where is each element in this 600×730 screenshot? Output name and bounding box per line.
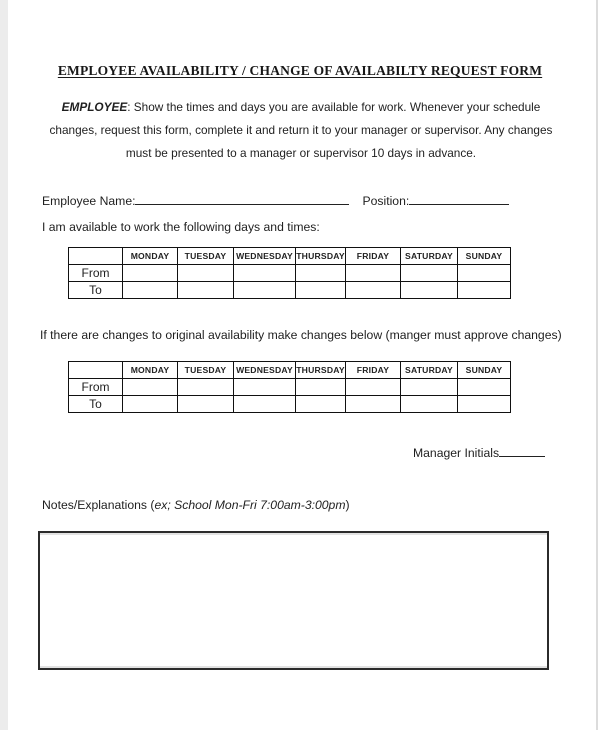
intro-paragraph: [44, 96, 558, 165]
notes-label-suffix: ): [345, 498, 350, 512]
availability-cell[interactable]: [458, 282, 511, 299]
change-cell[interactable]: [401, 396, 458, 413]
availability-cell[interactable]: [346, 282, 401, 299]
scan-edge-right: [596, 0, 598, 730]
availability-cell[interactable]: [178, 265, 234, 282]
change-cell[interactable]: [123, 379, 178, 396]
change-cell[interactable]: [234, 379, 296, 396]
manager-initials-label: Manager Initials: [413, 446, 500, 460]
change-cell[interactable]: [123, 396, 178, 413]
change-cell[interactable]: [346, 396, 401, 413]
employee-lead-word: EMPLOYEE: [61, 100, 128, 114]
table-header-row: [69, 362, 511, 379]
day-header-monday: MONDAY: [123, 362, 178, 379]
to-row-label: To: [69, 396, 123, 413]
change-cell[interactable]: [234, 396, 296, 413]
change-cell[interactable]: [178, 396, 234, 413]
day-header-thursday: THURSDAY: [296, 248, 346, 265]
scan-edge-left: [0, 0, 8, 730]
employee-name-label: Employee Name:: [42, 194, 136, 208]
day-header-sunday: SUNDAY: [458, 362, 511, 379]
availability-cell[interactable]: [401, 282, 458, 299]
table-row: [69, 379, 511, 396]
corner-cell: [69, 362, 123, 379]
manager-initials-input[interactable]: [499, 443, 545, 457]
day-header-friday: FRIDAY: [346, 362, 401, 379]
change-cell[interactable]: [178, 379, 234, 396]
change-cell[interactable]: [346, 379, 401, 396]
notes-label-prefix: Notes/Explanations (: [42, 498, 155, 512]
manager-initials-row: [413, 443, 545, 460]
day-header-saturday: SATURDAY: [401, 248, 458, 265]
corner-cell: [69, 248, 123, 265]
availability-table: [68, 247, 511, 299]
table-row: [69, 282, 511, 299]
day-header-saturday: SATURDAY: [401, 362, 458, 379]
notes-input-box[interactable]: [38, 531, 549, 670]
day-header-sunday: SUNDAY: [458, 248, 511, 265]
availability-cell[interactable]: [401, 265, 458, 282]
day-header-tuesday: TUESDAY: [178, 362, 234, 379]
employee-name-input[interactable]: [135, 191, 349, 205]
availability-cell[interactable]: [234, 282, 296, 299]
change-cell[interactable]: [296, 396, 346, 413]
notes-label: [42, 498, 350, 512]
change-cell[interactable]: [401, 379, 458, 396]
to-row-label: To: [69, 282, 123, 299]
change-cell[interactable]: [458, 379, 511, 396]
from-row-label: From: [69, 379, 123, 396]
availability-cell[interactable]: [123, 282, 178, 299]
form-title: EMPLOYEE AVAILABILITY / CHANGE OF AVAILABILTY REQUEST FORM: [57, 63, 543, 78]
change-cell[interactable]: [296, 379, 346, 396]
position-input[interactable]: [409, 191, 509, 205]
availability-cell[interactable]: [296, 282, 346, 299]
day-header-monday: MONDAY: [123, 248, 178, 265]
from-row-label: From: [69, 265, 123, 282]
day-header-wednesday: WEDNESDAY: [234, 362, 296, 379]
change-cell[interactable]: [458, 396, 511, 413]
intro-text: : Show the times and days you are available for work. Whenever your schedule changes, request this form, complete it and return it to your manager or supervisor. Any changes must be presented to a manager or supervisor 10 days in advance.: [49, 100, 553, 160]
availability-cell[interactable]: [458, 265, 511, 282]
day-header-wednesday: WEDNESDAY: [234, 248, 296, 265]
availability-cell[interactable]: [123, 265, 178, 282]
position-label: Position:: [362, 194, 410, 208]
changes-table: [68, 361, 511, 413]
availability-cell[interactable]: [234, 265, 296, 282]
day-header-tuesday: TUESDAY: [178, 248, 234, 265]
table-header-row: [69, 248, 511, 265]
availability-cell[interactable]: [178, 282, 234, 299]
name-position-row: [42, 191, 507, 208]
availability-cell[interactable]: [346, 265, 401, 282]
notes-example-text: ex; School Mon-Fri 7:00am-3:00pm: [154, 498, 346, 512]
availability-cell[interactable]: [296, 265, 346, 282]
table-row: [69, 265, 511, 282]
day-header-thursday: THURSDAY: [296, 362, 346, 379]
availability-heading: I am available to work the following days and times:: [42, 220, 320, 234]
day-header-friday: FRIDAY: [346, 248, 401, 265]
table-row: [69, 396, 511, 413]
changes-heading: If there are changes to original availability make changes below (manger must approve changes): [40, 328, 562, 342]
